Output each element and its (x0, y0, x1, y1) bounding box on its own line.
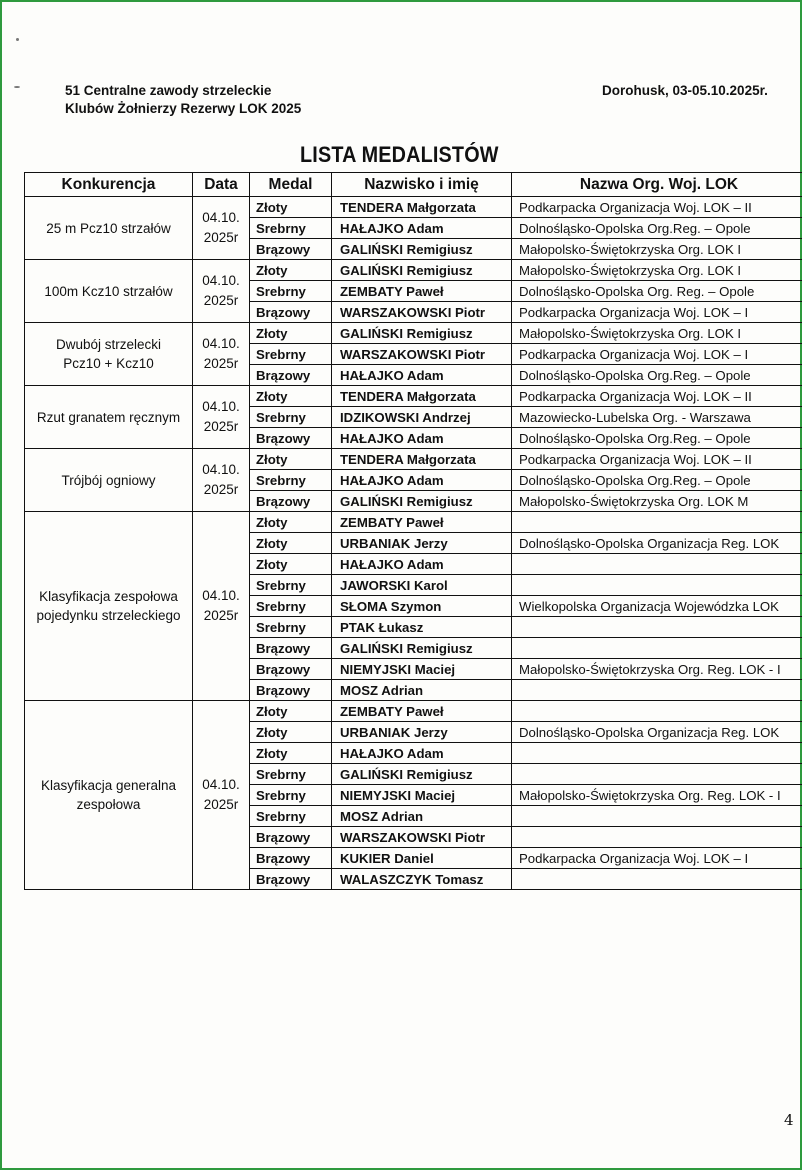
org-cell (512, 617, 802, 638)
medal-cell: Srebrny (250, 785, 332, 806)
date-line1: 04.10. (202, 399, 240, 414)
medal-cell: Złoty (250, 722, 332, 743)
name-cell: PTAK Łukasz (332, 617, 512, 638)
org-cell (512, 638, 802, 659)
name-cell: HAŁAJKO Adam (332, 743, 512, 764)
name-cell: NIEMYJSKI Maciej (332, 659, 512, 680)
date-line2: 2025r (203, 608, 239, 623)
name-cell: SŁOMA Szymon (332, 596, 512, 617)
org-cell (512, 869, 802, 890)
date-line2: 2025r (203, 482, 239, 497)
name-cell: URBANIAK Jerzy (332, 533, 512, 554)
name-cell: WARSZAKOWSKI Piotr (332, 302, 512, 323)
date-line1: 04.10. (202, 588, 240, 603)
name-cell: WALASZCZYK Tomasz (332, 869, 512, 890)
name-cell: TENDERA Małgorzata (332, 197, 512, 218)
column-header-org: Nazwa Org. Woj. LOK (512, 173, 802, 197)
date-cell (193, 323, 250, 386)
name-cell: HAŁAJKO Adam (332, 554, 512, 575)
org-cell: Małopolsko-Świętokrzyska Org. LOK I (512, 239, 802, 260)
event-header (65, 82, 301, 118)
competition-cell: 25 m Pcz10 strzałów (25, 197, 193, 260)
table-row (25, 701, 802, 722)
org-cell (512, 764, 802, 785)
column-header-date: Data (193, 173, 250, 197)
org-cell: Dolnośląsko-Opolska Org.Reg. – Opole (512, 365, 802, 386)
org-cell (512, 512, 802, 533)
name-cell: JAWORSKI Karol (332, 575, 512, 596)
org-cell: Małopolsko-Świętokrzyska Org. Reg. LOK - I (512, 785, 802, 806)
name-cell: HAŁAJKO Adam (332, 365, 512, 386)
medal-cell: Złoty (250, 260, 332, 281)
org-cell (512, 575, 802, 596)
medal-cell: Złoty (250, 449, 332, 470)
name-cell: HAŁAJKO Adam (332, 218, 512, 239)
medal-cell: Brązowy (250, 869, 332, 890)
date-line2: 2025r (203, 797, 239, 812)
name-cell: GALIŃSKI Remigiusz (332, 260, 512, 281)
competition-cell: Dwubój strzelecki Pcz10 + Kcz10 (25, 323, 193, 386)
name-cell: GALIŃSKI Remigiusz (332, 491, 512, 512)
name-cell: TENDERA Małgorzata (332, 449, 512, 470)
org-cell: Wielkopolska Organizacja Wojewódzka LOK (512, 596, 802, 617)
medal-cell: Brązowy (250, 365, 332, 386)
org-cell (512, 806, 802, 827)
medal-cell: Złoty (250, 197, 332, 218)
org-cell: Małopolsko-Świętokrzyska Org. Reg. LOK - I (512, 659, 802, 680)
medal-cell: Srebrny (250, 806, 332, 827)
medal-cell: Brązowy (250, 848, 332, 869)
date-line1: 04.10. (202, 462, 240, 477)
event-place-date: Dorohusk, 03-05.10.2025r. (602, 83, 768, 98)
org-cell (512, 554, 802, 575)
medal-cell: Złoty (250, 386, 332, 407)
org-cell: Podkarpacka Organizacja Woj. LOK – I (512, 848, 802, 869)
name-cell: WARSZAKOWSKI Piotr (332, 344, 512, 365)
date-cell (193, 386, 250, 449)
name-cell: URBANIAK Jerzy (332, 722, 512, 743)
medalists-table (24, 172, 802, 890)
medal-cell: Złoty (250, 512, 332, 533)
name-cell: MOSZ Adrian (332, 806, 512, 827)
table-header-row (25, 173, 802, 197)
name-cell: NIEMYJSKI Maciej (332, 785, 512, 806)
date-line2: 2025r (203, 419, 239, 434)
date-cell (193, 197, 250, 260)
name-cell: ZEMBATY Paweł (332, 281, 512, 302)
table-row (25, 449, 802, 470)
scan-speck (16, 38, 19, 41)
date-line1: 04.10. (202, 777, 240, 792)
org-cell (512, 701, 802, 722)
competition-cell: Klasyfikacja zespołowa pojedynku strzeleckiego (25, 512, 193, 701)
org-cell: Podkarpacka Organizacja Woj. LOK – II (512, 449, 802, 470)
column-header-name: Nazwisko i imię (332, 173, 512, 197)
org-cell: Małopolsko-Świętokrzyska Org. LOK I (512, 323, 802, 344)
org-cell: Podkarpacka Organizacja Woj. LOK – II (512, 386, 802, 407)
page-number: 4 (784, 1111, 794, 1129)
name-cell: GALIŃSKI Remigiusz (332, 239, 512, 260)
medal-cell: Złoty (250, 701, 332, 722)
medal-cell: Złoty (250, 533, 332, 554)
event-name-line1: 51 Centralne zawody strzeleckie (65, 83, 272, 98)
org-cell: Dolnośląsko-Opolska Organizacja Reg. LOK (512, 722, 802, 743)
medal-cell: Złoty (250, 743, 332, 764)
medal-cell: Srebrny (250, 407, 332, 428)
org-cell: Podkarpacka Organizacja Woj. LOK – I (512, 302, 802, 323)
org-cell: Małopolsko-Świętokrzyska Org. LOK I (512, 260, 802, 281)
medal-cell: Brązowy (250, 491, 332, 512)
medal-cell: Brązowy (250, 302, 332, 323)
name-cell: HAŁAJKO Adam (332, 428, 512, 449)
org-cell: Dolnośląsko-Opolska Org.Reg. – Opole (512, 218, 802, 239)
name-cell: HAŁAJKO Adam (332, 470, 512, 491)
table-row (25, 197, 802, 218)
name-cell: GALIŃSKI Remigiusz (332, 323, 512, 344)
medal-cell: Złoty (250, 323, 332, 344)
name-cell: KUKIER Daniel (332, 848, 512, 869)
medal-cell: Brązowy (250, 827, 332, 848)
competition-cell: Trójbój ogniowy (25, 449, 193, 512)
medal-cell: Srebrny (250, 281, 332, 302)
medal-cell: Złoty (250, 554, 332, 575)
org-cell: Dolnośląsko-Opolska Org.Reg. – Opole (512, 428, 802, 449)
date-cell (193, 449, 250, 512)
column-header-competition: Konkurencja (25, 173, 193, 197)
org-cell: Mazowiecko-Lubelska Org. - Warszawa (512, 407, 802, 428)
org-cell: Podkarpacka Organizacja Woj. LOK – I (512, 344, 802, 365)
medal-cell: Srebrny (250, 596, 332, 617)
medal-cell: Srebrny (250, 470, 332, 491)
table-row (25, 260, 802, 281)
table-row (25, 386, 802, 407)
table-row (25, 323, 802, 344)
medal-cell: Srebrny (250, 617, 332, 638)
name-cell: ZEMBATY Paweł (332, 701, 512, 722)
name-cell: GALIŃSKI Remigiusz (332, 764, 512, 785)
org-cell (512, 680, 802, 701)
date-cell (193, 701, 250, 890)
medal-cell: Srebrny (250, 575, 332, 596)
date-line2: 2025r (203, 356, 239, 371)
org-cell: Podkarpacka Organizacja Woj. LOK – II (512, 197, 802, 218)
medal-cell: Brązowy (250, 428, 332, 449)
medal-cell: Brązowy (250, 680, 332, 701)
competition-cell: Klasyfikacja generalna zespołowa (25, 701, 193, 890)
column-header-medal: Medal (250, 173, 332, 197)
org-cell: Dolnośląsko-Opolska Org. Reg. – Opole (512, 281, 802, 302)
date-line1: 04.10. (202, 273, 240, 288)
name-cell: TENDERA Małgorzata (332, 386, 512, 407)
event-name-line2: Klubów Żołnierzy Rezerwy LOK 2025 (65, 101, 302, 116)
date-line1: 04.10. (202, 210, 240, 225)
medal-cell: Brązowy (250, 239, 332, 260)
medal-cell: Srebrny (250, 764, 332, 785)
competition-cell: 100m Kcz10 strzałów (25, 260, 193, 323)
date-cell (193, 512, 250, 701)
org-cell: Dolnośląsko-Opolska Org.Reg. – Opole (512, 470, 802, 491)
date-cell (193, 260, 250, 323)
competition-cell: Rzut granatem ręcznym (25, 386, 193, 449)
name-cell: GALIŃSKI Remigiusz (332, 638, 512, 659)
page-title: LISTA MEDALISTÓW (300, 142, 499, 167)
name-cell: IDZIKOWSKI Andrzej (332, 407, 512, 428)
scan-speck (14, 86, 20, 88)
medal-cell: Brązowy (250, 659, 332, 680)
org-cell (512, 743, 802, 764)
org-cell: Dolnośląsko-Opolska Organizacja Reg. LOK (512, 533, 802, 554)
medal-cell: Srebrny (250, 218, 332, 239)
name-cell: ZEMBATY Paweł (332, 512, 512, 533)
org-cell (512, 827, 802, 848)
medal-cell: Brązowy (250, 638, 332, 659)
name-cell: MOSZ Adrian (332, 680, 512, 701)
medal-cell: Srebrny (250, 344, 332, 365)
table-row (25, 512, 802, 533)
org-cell: Małopolsko-Świętokrzyska Org. LOK M (512, 491, 802, 512)
name-cell: WARSZAKOWSKI Piotr (332, 827, 512, 848)
date-line2: 2025r (203, 230, 239, 245)
date-line1: 04.10. (202, 336, 240, 351)
date-line2: 2025r (203, 293, 239, 308)
